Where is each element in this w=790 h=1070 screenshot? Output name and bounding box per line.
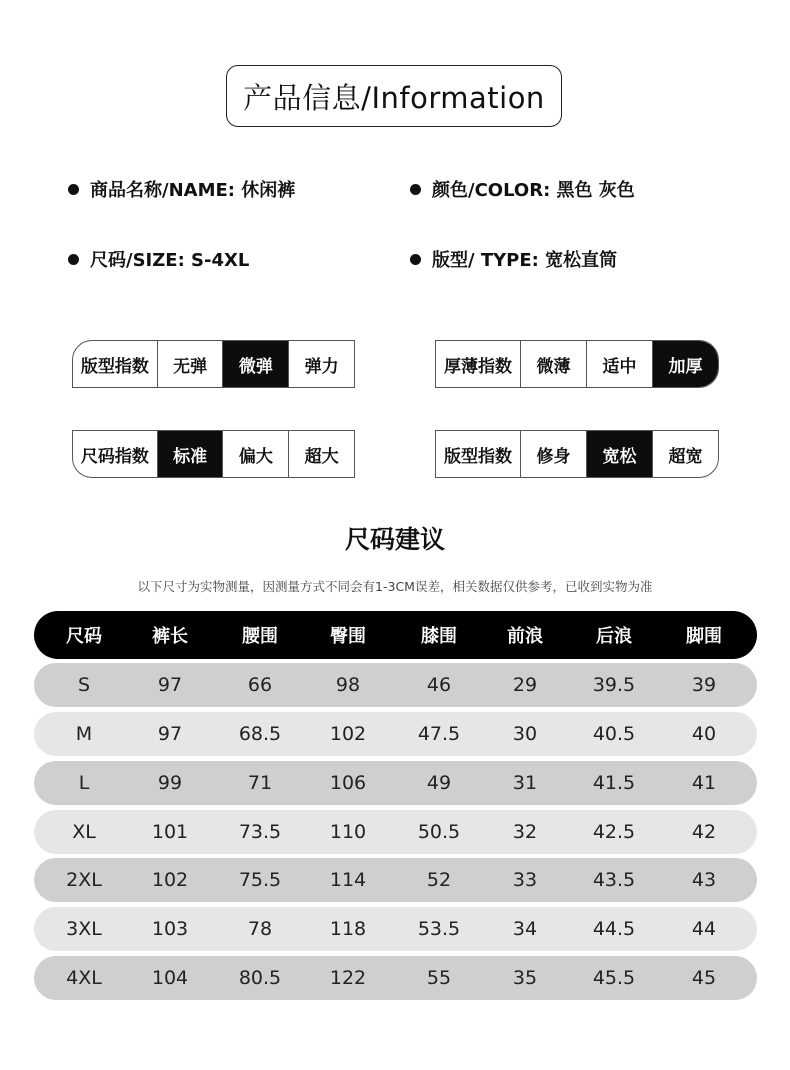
page-title: 产品信息/Information — [226, 65, 562, 127]
table-cell: S — [77, 674, 91, 696]
table-cell: 43 — [691, 869, 717, 891]
table-row — [34, 761, 757, 805]
table-cell: 47.5 — [417, 723, 461, 745]
info-type-text: 版型/ TYPE: 宽松直筒 — [432, 250, 618, 271]
index-option: 适中 — [586, 341, 652, 387]
info-type — [410, 246, 617, 272]
table-cell: 73.5 — [238, 821, 282, 843]
size-table-header — [34, 611, 757, 659]
bullet-icon — [68, 184, 79, 195]
table-cell: 102 — [151, 869, 189, 891]
index-label: 版型指数 — [80, 356, 149, 377]
table-cell: L — [78, 772, 90, 794]
bullet-icon — [410, 184, 421, 195]
index-option-selected: 标准 — [157, 431, 223, 477]
table-cell: 53.5 — [417, 918, 461, 940]
table-cell: 29 — [512, 674, 538, 696]
index-row-stretch — [72, 340, 355, 388]
table-header-cell: 臀围 — [330, 626, 366, 647]
table-cell: 2XL — [66, 869, 102, 891]
table-cell: 34 — [512, 918, 538, 940]
table-cell: XL — [72, 821, 96, 843]
table-cell: 39.5 — [592, 674, 636, 696]
table-cell: 66 — [247, 674, 273, 696]
table-cell: 35 — [512, 967, 538, 989]
table-cell: 45.5 — [592, 967, 636, 989]
table-cell: 49 — [426, 772, 452, 794]
table-header-cell: 前浪 — [507, 626, 543, 647]
table-cell: M — [75, 723, 93, 745]
table-cell: 44.5 — [592, 918, 636, 940]
table-cell: 106 — [329, 772, 367, 794]
table-row — [34, 663, 757, 707]
index-option: 弹力 — [288, 341, 354, 387]
table-cell: 4XL — [66, 967, 102, 989]
size-section-title: 尺码建议 — [344, 525, 445, 554]
index-label: 版型指数 — [444, 446, 512, 467]
info-color-text: 颜色/COLOR: 黑色 灰色 — [432, 180, 635, 201]
table-cell: 52 — [426, 869, 452, 891]
index-row-size — [72, 430, 355, 478]
table-cell: 122 — [329, 967, 367, 989]
size-note: 以下尺寸为实物测量，因测量方式不同会有1-3CM误差，相关数据仅供参考，已收到实物为准 — [137, 579, 653, 594]
table-cell: 46 — [426, 674, 452, 696]
table-row — [34, 956, 757, 1000]
table-cell: 71 — [247, 772, 273, 794]
table-row — [34, 712, 757, 756]
table-cell: 104 — [151, 967, 189, 989]
table-cell: 98 — [335, 674, 361, 696]
table-cell: 55 — [426, 967, 452, 989]
table-cell: 3XL — [66, 918, 102, 940]
table-cell: 118 — [329, 918, 367, 940]
index-row-fit — [435, 430, 719, 478]
table-cell: 102 — [329, 723, 367, 745]
table-cell: 97 — [157, 723, 183, 745]
table-header-cell: 后浪 — [596, 626, 632, 647]
table-cell: 32 — [512, 821, 538, 843]
table-cell: 68.5 — [238, 723, 282, 745]
index-option-selected: 加厚 — [652, 341, 718, 387]
index-option-selected: 微弹 — [222, 341, 288, 387]
index-option: 无弹 — [157, 341, 223, 387]
table-header-cell: 裤长 — [152, 626, 188, 647]
table-cell: 80.5 — [238, 967, 282, 989]
table-cell: 97 — [157, 674, 183, 696]
table-cell: 33 — [512, 869, 538, 891]
index-row-thickness — [435, 340, 719, 388]
table-header-cell: 尺码 — [66, 626, 102, 647]
table-row — [34, 858, 757, 902]
table-cell: 78 — [247, 918, 273, 940]
info-name — [68, 176, 295, 202]
table-cell: 40.5 — [592, 723, 636, 745]
table-cell: 99 — [157, 772, 183, 794]
index-option-selected: 宽松 — [586, 431, 652, 477]
table-cell: 42.5 — [592, 821, 636, 843]
info-name-text: 商品名称/NAME: 休闲裤 — [90, 180, 296, 201]
table-cell: 42 — [691, 821, 717, 843]
info-size — [68, 246, 249, 272]
table-cell: 45 — [691, 967, 717, 989]
bullet-icon — [68, 254, 79, 265]
index-label: 尺码指数 — [80, 446, 149, 467]
table-cell: 39 — [691, 674, 717, 696]
table-cell: 31 — [512, 772, 538, 794]
index-option: 修身 — [520, 431, 586, 477]
table-cell: 40 — [691, 723, 717, 745]
index-label: 厚薄指数 — [444, 356, 512, 377]
index-option: 偏大 — [222, 431, 288, 477]
table-cell: 30 — [512, 723, 538, 745]
info-size-text: 尺码/SIZE: S-4XL — [90, 250, 250, 271]
info-color — [410, 176, 635, 202]
table-header-cell: 腰围 — [242, 626, 278, 647]
table-row — [34, 907, 757, 951]
table-cell: 41.5 — [592, 772, 636, 794]
bullet-icon — [410, 254, 421, 265]
index-option: 超宽 — [652, 431, 718, 477]
table-cell: 103 — [151, 918, 189, 940]
index-option: 微薄 — [520, 341, 586, 387]
table-cell: 75.5 — [238, 869, 282, 891]
table-header-cell: 膝围 — [421, 626, 457, 647]
table-cell: 50.5 — [417, 821, 461, 843]
table-cell: 41 — [691, 772, 717, 794]
table-cell: 110 — [329, 821, 367, 843]
table-cell: 44 — [691, 918, 717, 940]
table-cell: 114 — [329, 869, 367, 891]
table-header-cell: 脚围 — [686, 626, 722, 647]
table-cell: 101 — [151, 821, 189, 843]
table-cell: 43.5 — [592, 869, 636, 891]
table-row — [34, 810, 757, 854]
index-option: 超大 — [288, 431, 354, 477]
